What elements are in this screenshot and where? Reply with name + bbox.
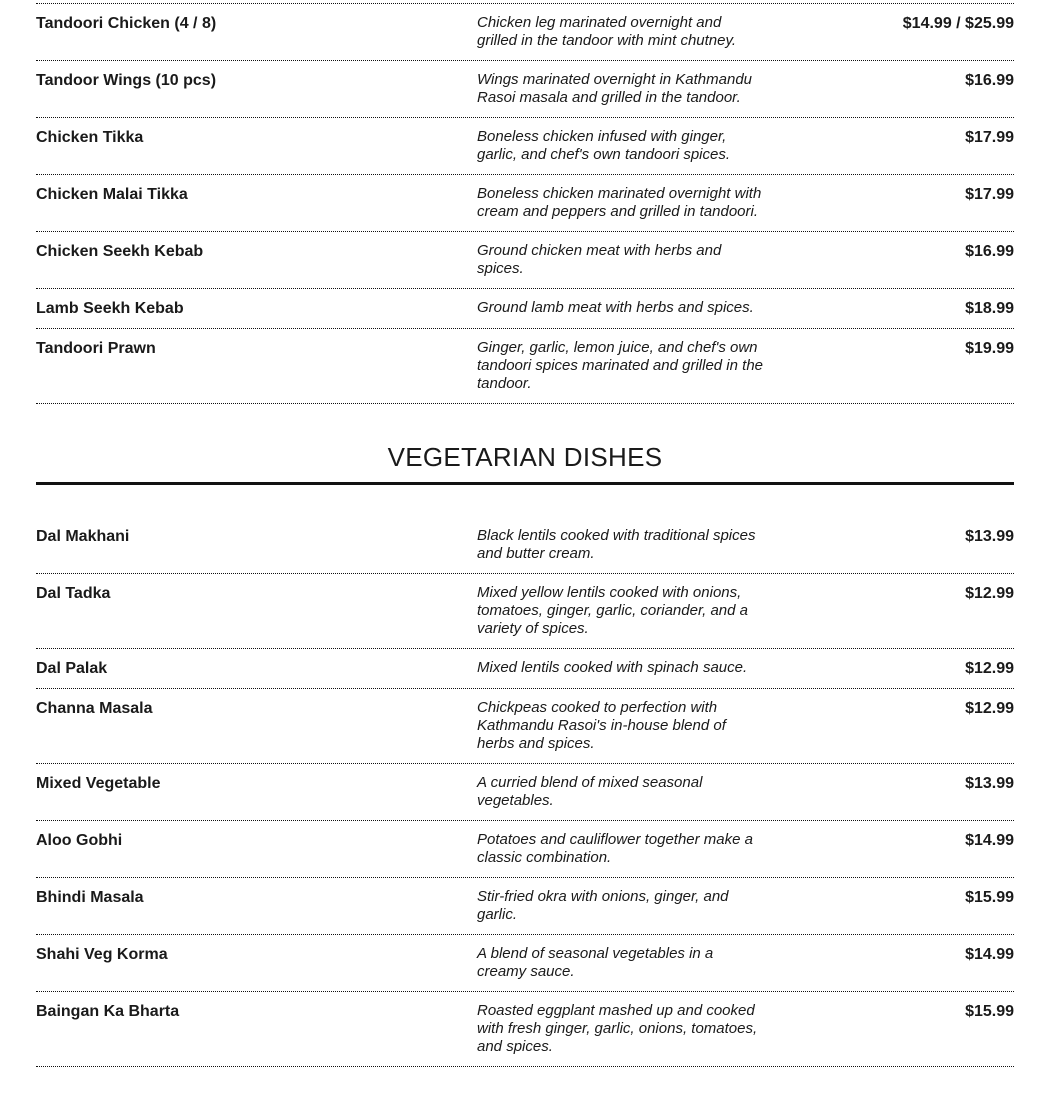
- menu-item-price: $15.99: [965, 1003, 1014, 1020]
- menu-item-name: Bhindi Masala: [36, 889, 144, 906]
- menu-item-description: Wings marinated overnight in Kathmandu Rasoi masala and grilled in the tandoor.: [477, 71, 753, 106]
- menu-item-name: Chicken Tikka: [36, 129, 144, 146]
- menu-item-name: Aloo Gobhi: [36, 832, 123, 849]
- menu-item-price: $17.99: [965, 129, 1014, 146]
- menu-item-row: [36, 764, 1014, 821]
- menu-item-row: [36, 517, 1014, 574]
- menu-item-row: [36, 878, 1014, 935]
- menu-item-name: Dal Palak: [36, 660, 108, 677]
- menu-item-name: Lamb Seekh Kebab: [36, 300, 184, 317]
- menu-item-price: $15.99: [965, 889, 1014, 906]
- menu-item-price: $16.99: [965, 243, 1014, 260]
- menu-section-tandoori: [36, 3, 1014, 404]
- menu-item-description: Chickpeas cooked to perfection with Kathmandu Rasoi's in-house blend of herbs and spices.: [477, 699, 726, 752]
- menu-item-name: Dal Makhani: [36, 528, 130, 545]
- menu-item-price: $12.99: [965, 700, 1014, 717]
- menu-item-description: Potatoes and cauliflower together make a classic combination.: [477, 831, 753, 866]
- menu-item-row: [36, 61, 1014, 118]
- vegetarian-section-header: [36, 442, 1014, 485]
- menu-item-row: [36, 175, 1014, 232]
- menu-item-description: Boneless chicken marinated overnight with cream and peppers and grilled in tandoori.: [477, 185, 762, 220]
- menu-item-price: $12.99: [965, 585, 1014, 602]
- menu-item-price: $14.99: [965, 946, 1014, 963]
- menu-item-price: $14.99: [965, 832, 1014, 849]
- menu-item-row: [36, 935, 1014, 992]
- menu-item-price: $18.99: [965, 300, 1014, 317]
- menu-item-row: [36, 574, 1014, 649]
- menu-item-description: Roasted eggplant mashed up and cooked with fresh ginger, garlic, onions, tomatoes, and spices.: [477, 1002, 758, 1055]
- menu-item-name: Channa Masala: [36, 700, 153, 717]
- menu-item-price: $12.99: [965, 660, 1014, 677]
- menu-item-row: [36, 649, 1014, 689]
- menu-item-price: $13.99: [965, 528, 1014, 545]
- menu-item-name: Tandoori Prawn: [36, 340, 156, 357]
- menu-item-row: [36, 821, 1014, 878]
- menu-item-name: Dal Tadka: [36, 585, 111, 602]
- menu-item-price: $16.99: [965, 72, 1014, 89]
- menu-item-name: Baingan Ka Bharta: [36, 1003, 180, 1020]
- menu-item-price: $17.99: [965, 186, 1014, 203]
- menu-item-row: [36, 289, 1014, 329]
- menu-item-name: Shahi Veg Korma: [36, 946, 168, 963]
- section-divider: [36, 482, 1014, 485]
- menu-item-description: Stir-fried okra with onions, ginger, and garlic.: [477, 888, 729, 923]
- menu-page: [36, 3, 1014, 1067]
- menu-item-price: $14.99 / $25.99: [902, 15, 1014, 32]
- menu-item-row: [36, 689, 1014, 764]
- menu-item-row: [36, 4, 1014, 61]
- menu-item-price: $19.99: [965, 340, 1014, 357]
- menu-item-description: Black lentils cooked with traditional spices and butter cream.: [477, 527, 756, 562]
- menu-item-price: $13.99: [965, 775, 1014, 792]
- menu-item-description: Boneless chicken infused with ginger, garlic, and chef's own tandoori spices.: [477, 128, 731, 163]
- menu-item-description: Ginger, garlic, lemon juice, and chef's own tandoori spices marinated and grilled in the tandoor.: [477, 339, 764, 392]
- menu-item-description: Ground chicken meat with herbs and spices.: [477, 242, 722, 277]
- menu-item-description: Mixed lentils cooked with spinach sauce.: [477, 659, 748, 676]
- menu-item-name: Tandoor Wings (10 pcs): [36, 72, 217, 89]
- menu-item-description: Chicken leg marinated overnight and grilled in the tandoor with mint chutney.: [477, 14, 737, 49]
- menu-item-description: A blend of seasonal vegetables in a creamy sauce.: [477, 945, 714, 980]
- menu-item-description: Ground lamb meat with herbs and spices.: [477, 299, 754, 316]
- menu-item-row: [36, 329, 1014, 404]
- menu-item-row: [36, 992, 1014, 1067]
- menu-item-name: Chicken Seekh Kebab: [36, 243, 204, 260]
- menu-item-description: A curried blend of mixed seasonal vegetables.: [477, 774, 703, 809]
- menu-item-row: [36, 118, 1014, 175]
- menu-item-name: Mixed Vegetable: [36, 775, 161, 792]
- menu-item-name: Chicken Malai Tikka: [36, 186, 188, 203]
- section-title: VEGETARIAN DISHES: [387, 442, 663, 472]
- menu-item-description: Mixed yellow lentils cooked with onions, tomatoes, ginger, garlic, coriander, and a variety of spices.: [477, 584, 748, 637]
- menu-item-name: Tandoori Chicken (4 / 8): [36, 15, 217, 32]
- menu-section-vegetarian: [36, 517, 1014, 1067]
- menu-item-row: [36, 232, 1014, 289]
